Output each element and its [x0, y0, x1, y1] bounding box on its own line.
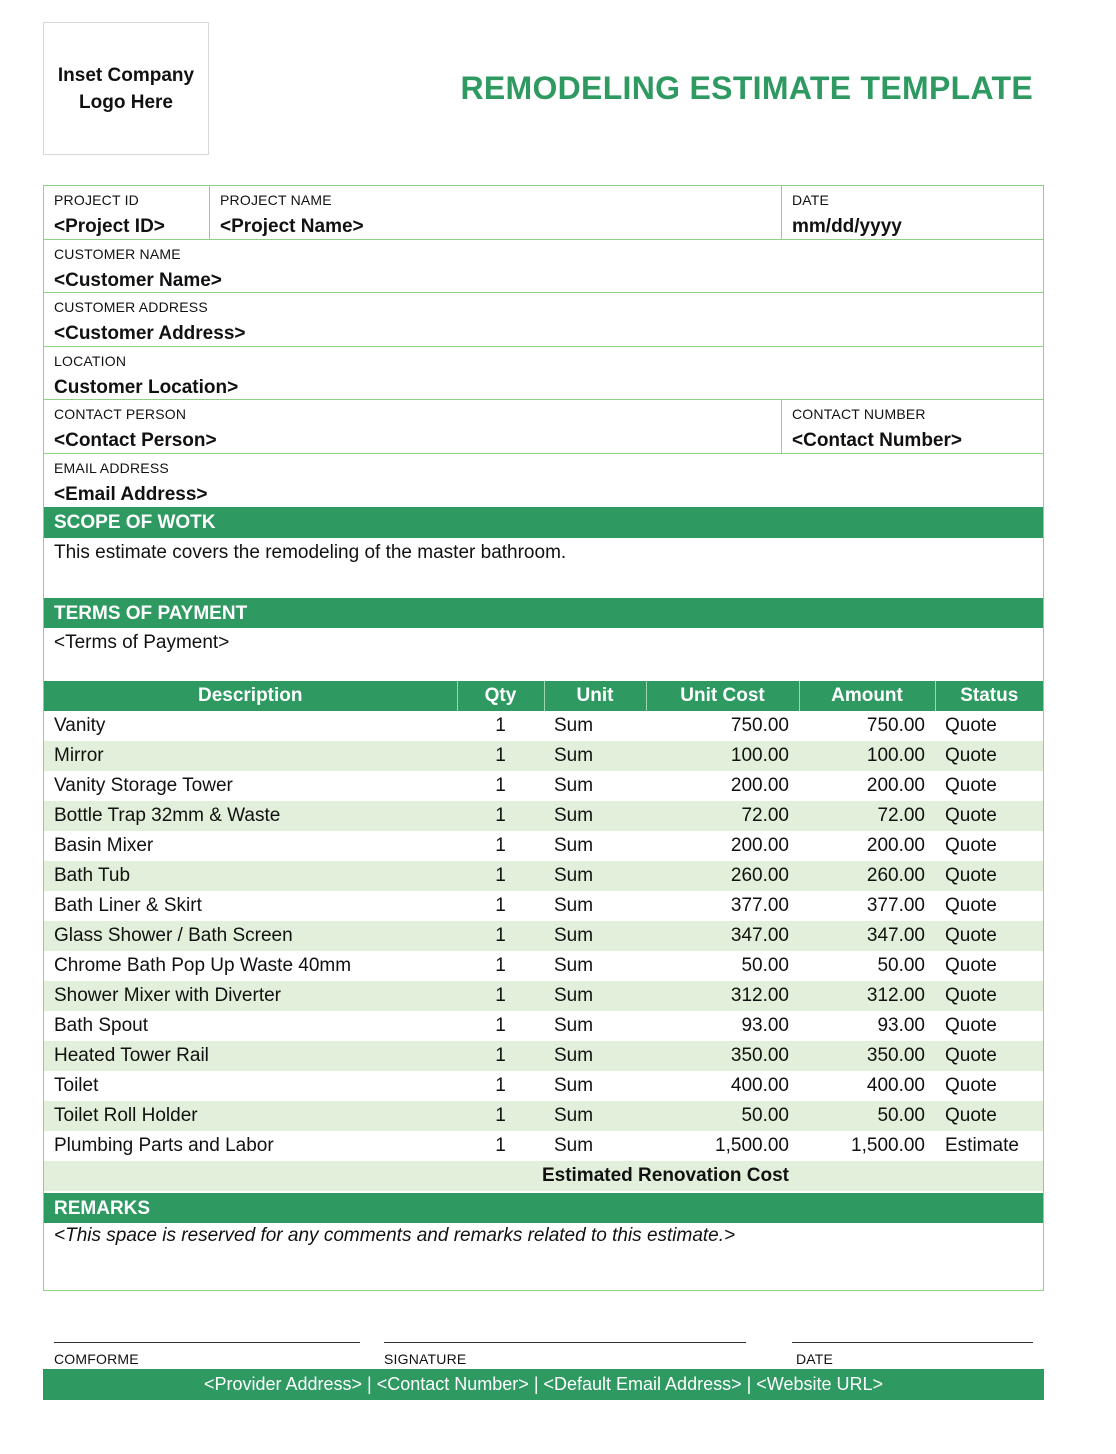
item-amount[interactable]: 312.00 [799, 981, 935, 1011]
item-unit[interactable]: Sum [554, 895, 594, 916]
item-status[interactable]: Quote [935, 741, 1043, 771]
item-description[interactable]: Toilet [54, 1075, 99, 1096]
item-description[interactable]: Heated Tower Rail [44, 1041, 457, 1071]
item-status[interactable]: Quote [945, 895, 997, 916]
item-unit-cost[interactable]: 377.00 [730, 895, 789, 916]
customer-address-field[interactable] [44, 293, 1043, 347]
item-qty[interactable]: 1 [457, 981, 544, 1011]
item-unit-cost[interactable]: 312.00 [646, 981, 799, 1011]
date-value: mm/dd/yyyy [792, 216, 902, 237]
date-field[interactable] [782, 186, 1043, 240]
item-amount[interactable]: 260.00 [799, 861, 935, 891]
scope-heading: SCOPE OF WOTK [44, 507, 1043, 538]
customer-address-label: CUSTOMER ADDRESS [54, 299, 208, 315]
item-unit-cost[interactable]: 400.00 [730, 1075, 789, 1096]
item-qty[interactable]: 1 [457, 1101, 544, 1131]
items-table [44, 681, 1043, 1191]
item-amount[interactable]: 100.00 [799, 741, 935, 771]
project-id-field[interactable] [44, 186, 210, 240]
item-amount[interactable]: 93.00 [877, 1015, 925, 1036]
item-status[interactable]: Quote [945, 775, 997, 796]
email-value: <Email Address> [54, 484, 208, 505]
item-qty[interactable]: 1 [495, 775, 506, 796]
item-status[interactable]: Estimate [945, 1135, 1019, 1156]
project-name-field[interactable] [210, 186, 782, 240]
contact-person-label: CONTACT PERSON [54, 406, 187, 422]
email-field[interactable] [44, 454, 1043, 507]
logo-text: Inset Company Logo Here [57, 64, 195, 113]
item-description[interactable]: Chrome Bath Pop Up Waste 40mm [54, 955, 352, 976]
item-description[interactable]: Bath Spout [54, 1015, 149, 1036]
item-unit-cost[interactable]: 1,500.00 [715, 1135, 789, 1156]
col-amount: Amount [799, 681, 935, 711]
item-unit[interactable]: Sum [544, 1101, 646, 1131]
item-unit-cost[interactable]: 100.00 [646, 741, 799, 771]
customer-name-value: <Customer Name> [54, 270, 222, 291]
col-status: Status [935, 681, 1043, 711]
item-description[interactable]: Glass Shower / Bath Screen [44, 921, 457, 951]
item-amount[interactable]: 1,500.00 [851, 1135, 925, 1156]
total-row [44, 1161, 1043, 1191]
table-row [44, 1041, 1043, 1071]
scope-text[interactable]: This estimate covers the remodeling of the master bathroom. [54, 542, 567, 563]
item-amount[interactable]: 347.00 [799, 921, 935, 951]
total-status [935, 1161, 1043, 1191]
date-label: DATE [792, 192, 830, 208]
item-amount[interactable]: 200.00 [866, 835, 925, 856]
table-header-row [44, 681, 1043, 711]
table-row [44, 1011, 1043, 1041]
item-amount[interactable]: 72.00 [799, 801, 935, 831]
item-unit-cost[interactable]: 350.00 [646, 1041, 799, 1071]
total-label: Estimated Renovation Cost [44, 1161, 799, 1191]
item-description[interactable]: Vanity Storage Tower [54, 775, 233, 796]
customer-name-label: CUSTOMER NAME [54, 246, 181, 262]
col-description: Description [44, 681, 457, 711]
item-qty[interactable]: 1 [457, 921, 544, 951]
item-qty[interactable]: 1 [495, 1015, 506, 1036]
conforme-label: COMFORME [54, 1351, 139, 1367]
col-qty: Qty [457, 681, 544, 711]
item-qty[interactable]: 1 [495, 1135, 506, 1156]
contact-number-label: CONTACT NUMBER [792, 406, 926, 422]
item-qty[interactable]: 1 [495, 1075, 506, 1096]
item-unit[interactable]: Sum [544, 801, 646, 831]
table-row [44, 831, 1043, 861]
item-unit[interactable]: Sum [544, 1041, 646, 1071]
table-row [44, 741, 1043, 771]
footer-bar: <Provider Address> | <Contact Number> | <Default Email Address> | <Website URL> [43, 1369, 1044, 1400]
item-qty[interactable]: 1 [457, 861, 544, 891]
item-qty[interactable]: 1 [495, 835, 506, 856]
item-amount[interactable]: 400.00 [866, 1075, 925, 1096]
item-unit[interactable]: Sum [554, 1135, 594, 1156]
item-description[interactable]: Bottle Trap 32mm & Waste [44, 801, 457, 831]
item-unit[interactable]: Sum [554, 715, 594, 736]
item-description[interactable]: Bath Tub [44, 861, 457, 891]
item-status[interactable]: Quote [935, 861, 1043, 891]
item-qty[interactable]: 1 [457, 741, 544, 771]
item-qty[interactable]: 1 [457, 801, 544, 831]
remarks-heading: REMARKS [44, 1193, 1043, 1223]
table-row [44, 921, 1043, 951]
item-unit-cost[interactable]: 200.00 [730, 775, 789, 796]
terms-heading: TERMS OF PAYMENT [44, 598, 1043, 628]
col-unit: Unit [544, 681, 646, 711]
item-qty[interactable]: 1 [495, 895, 506, 916]
table-row [44, 891, 1043, 921]
estimate-form [43, 185, 1044, 1291]
total-amount[interactable] [799, 1161, 935, 1191]
item-description[interactable]: Bath Liner & Skirt [54, 895, 202, 916]
customer-address-value: <Customer Address> [54, 323, 246, 344]
contact-person-value: <Contact Person> [54, 430, 217, 451]
project-name-value: <Project Name> [220, 216, 364, 237]
contact-number-value: <Contact Number> [792, 430, 962, 451]
item-unit[interactable]: Sum [554, 775, 594, 796]
item-unit-cost[interactable]: 50.00 [646, 1101, 799, 1131]
item-amount[interactable]: 377.00 [866, 895, 925, 916]
item-amount[interactable]: 50.00 [799, 1101, 935, 1131]
item-amount[interactable]: 750.00 [866, 715, 925, 736]
item-unit-cost[interactable]: 72.00 [646, 801, 799, 831]
signature-line[interactable] [384, 1342, 746, 1343]
table-row [44, 951, 1043, 981]
item-description[interactable]: Mirror [44, 741, 457, 771]
item-status[interactable]: Quote [945, 1075, 997, 1096]
terms-text[interactable]: <Terms of Payment> [54, 632, 230, 653]
item-description[interactable]: Toilet Roll Holder [44, 1101, 457, 1131]
item-qty[interactable]: 1 [495, 715, 506, 736]
item-amount[interactable]: 50.00 [877, 955, 925, 976]
item-unit-cost[interactable]: 93.00 [741, 1015, 789, 1036]
contact-person-field[interactable] [44, 400, 782, 454]
location-value: Customer Location> [54, 377, 239, 398]
page-title: REMODELING ESTIMATE TEMPLATE [460, 70, 1033, 106]
item-qty[interactable]: 1 [495, 955, 506, 976]
item-status[interactable]: Quote [945, 955, 997, 976]
item-unit[interactable]: Sum [554, 1075, 594, 1096]
item-unit[interactable]: Sum [544, 981, 646, 1011]
item-status[interactable]: Quote [935, 1041, 1043, 1071]
project-name-label: PROJECT NAME [220, 192, 332, 208]
item-status[interactable]: Quote [945, 835, 997, 856]
item-unit-cost[interactable]: 347.00 [646, 921, 799, 951]
contact-number-field[interactable] [782, 400, 1043, 454]
project-id-label: PROJECT ID [54, 192, 139, 208]
signature-label: SIGNATURE [384, 1351, 467, 1367]
sign-date-label: DATE [796, 1351, 834, 1367]
customer-name-field[interactable] [44, 240, 1043, 293]
item-unit-cost[interactable]: 260.00 [646, 861, 799, 891]
email-label: EMAIL ADDRESS [54, 460, 169, 476]
item-unit-cost[interactable]: 200.00 [730, 835, 789, 856]
item-unit[interactable]: Sum [544, 741, 646, 771]
item-amount[interactable]: 200.00 [866, 775, 925, 796]
item-unit-cost[interactable]: 750.00 [730, 715, 789, 736]
item-status[interactable]: Quote [935, 801, 1043, 831]
table-row [44, 861, 1043, 891]
item-description[interactable]: Basin Mixer [54, 835, 154, 856]
item-unit[interactable]: Sum [544, 921, 646, 951]
item-unit[interactable]: Sum [554, 955, 594, 976]
conforme-line[interactable] [54, 1342, 360, 1343]
item-status[interactable]: Quote [935, 981, 1043, 1011]
table-row [44, 771, 1043, 801]
table-row [44, 1071, 1043, 1101]
company-logo-placeholder [43, 22, 209, 155]
table-row [44, 711, 1043, 741]
item-description[interactable]: Shower Mixer with Diverter [44, 981, 457, 1011]
sign-date-line[interactable] [792, 1342, 1033, 1343]
item-qty[interactable]: 1 [457, 1041, 544, 1071]
item-status[interactable]: Quote [945, 715, 997, 736]
item-description[interactable]: Vanity [54, 715, 106, 736]
item-unit[interactable]: Sum [544, 861, 646, 891]
table-row [44, 801, 1043, 831]
location-field[interactable] [44, 347, 1043, 400]
remarks-text[interactable]: <This space is reserved for any comments and remarks related to this estimate.> [54, 1225, 736, 1246]
table-row [44, 1131, 1043, 1161]
item-amount[interactable]: 350.00 [799, 1041, 935, 1071]
location-label: LOCATION [54, 353, 127, 369]
table-row [44, 981, 1043, 1011]
table-row [44, 1101, 1043, 1131]
item-status[interactable]: Quote [935, 921, 1043, 951]
item-status[interactable]: Quote [945, 1015, 997, 1036]
item-description[interactable]: Plumbing Parts and Labor [54, 1135, 274, 1156]
col-unit-cost: Unit Cost [646, 681, 799, 711]
item-status[interactable]: Quote [935, 1101, 1043, 1131]
item-unit[interactable]: Sum [554, 1015, 594, 1036]
item-unit-cost[interactable]: 50.00 [741, 955, 789, 976]
project-id-value: <Project ID> [54, 216, 165, 237]
item-unit[interactable]: Sum [554, 835, 594, 856]
